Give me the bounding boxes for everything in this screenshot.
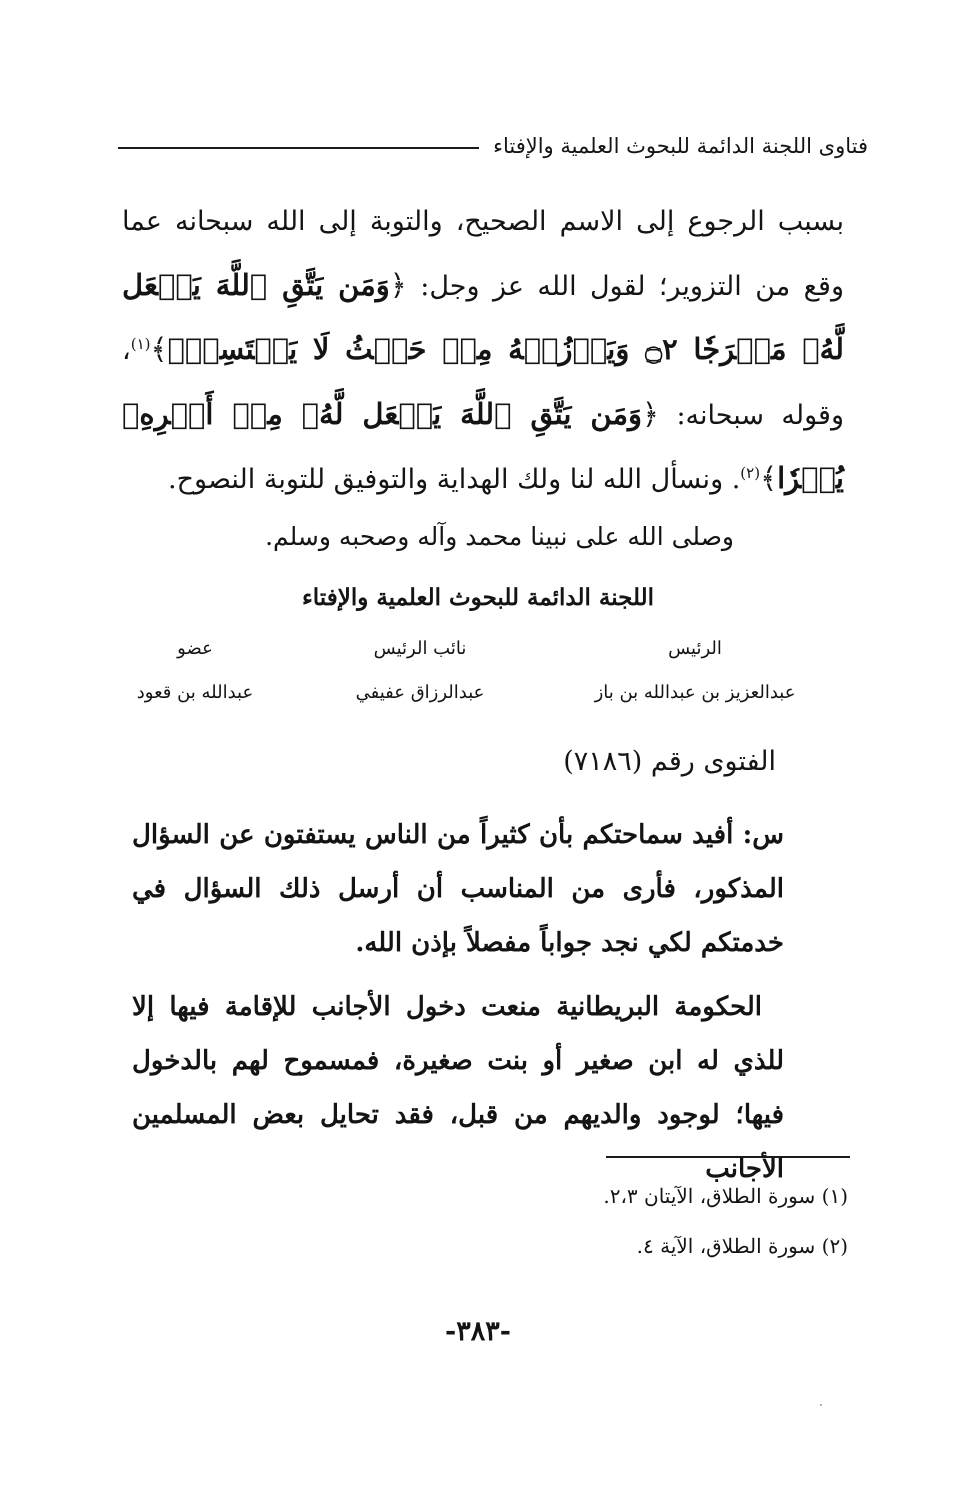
footnote-ref-2: (٢) bbox=[740, 464, 761, 482]
footnote-ref-1: (١) bbox=[130, 335, 151, 353]
vice-president-name: عبدالرزاق عفيفي bbox=[355, 682, 485, 703]
header-rule bbox=[118, 147, 479, 149]
running-title: فتاوى اللجنة الدائمة للبحوث العلمية والإفتاء bbox=[493, 134, 868, 158]
quran-verse-text-1: وَمَن يَتَّقِ ٱللَّهَ يَجۡعَل لَّهُۥ مَخۡرَجٗا ۝٢ وَيَرۡزُقۡهُ مِنۡ حَيۡثُ لَا يَحۡتَسِبُۚ bbox=[122, 267, 845, 366]
quote-open-bracket: ﴿ bbox=[642, 396, 660, 431]
answer-text-b: ، وقوله سبحانه: bbox=[122, 335, 844, 431]
quote-open-bracket: ﴿ bbox=[389, 267, 407, 302]
role-member: عضو bbox=[177, 638, 213, 659]
running-header bbox=[118, 126, 868, 166]
answer-paragraph bbox=[122, 190, 844, 512]
question-paragraph-2 bbox=[132, 980, 784, 1196]
answer-text-a: بسبب الرجوع إلى الاسم الصحيح، والتوبة إلى الله سبحانه عما وقع من التزوير؛ لقول الله عز وجل: bbox=[122, 206, 844, 302]
page-number: -٣٨٣- bbox=[445, 1316, 511, 1347]
scan-speck bbox=[820, 1404, 822, 1406]
signatory-roles bbox=[120, 638, 820, 659]
signatory-names bbox=[120, 682, 820, 703]
president-name: عبدالعزيز بن عبدالله بن باز bbox=[594, 682, 796, 703]
quran-verse-text-2: وَمَن يَتَّقِ ٱللَّهَ يَجۡعَل لَّهُۥ مِنۡ أَمۡرِهِۦ يُسۡرٗا bbox=[122, 396, 844, 495]
footnote-1: (١) سورة الطلاق، الآيتان ٢،٣. bbox=[603, 1184, 848, 1208]
member-name: عبدالله بن قعود bbox=[136, 682, 254, 703]
footnote-2: (٢) سورة الطلاق، الآية ٤. bbox=[636, 1234, 848, 1258]
question-paragraph-2-text: الحكومة البريطانية منعت دخول الأجانب للإقامة فيها إلا للذي له ابن صغير أو بنت صغيرة، فمسموح لهم بالدخول فيها؛ لوجود والديهم من قبل، فقد تحايل بعض المسلمين الأجانب bbox=[132, 992, 784, 1184]
role-vice-president: نائب الرئيس bbox=[373, 638, 467, 659]
answer-text-c: . ونسأل الله لنا ولك الهداية والتوفيق للتوبة النصوح. bbox=[168, 464, 741, 495]
question-paragraph-1: س: أفيد سماحتكم بأن كثيراً من الناس يستفتون عن السؤال المذكور، فأرى من المناسب أن أرسل ذلك السؤال في خدمتكم لكي نجد جواباً مفصلاً بإذن الله. bbox=[132, 820, 784, 958]
quote-close-bracket: ﴾ bbox=[150, 332, 168, 366]
role-president: الرئيس bbox=[668, 638, 722, 659]
footnote-rule bbox=[606, 1156, 850, 1158]
fatwa-number: الفتوى رقم (٧١٨٦) bbox=[563, 746, 776, 777]
committee-name: اللجنة الدائمة للبحوث العلمية والإفتاء bbox=[301, 584, 655, 611]
closing-salutation: وصلى الله على نبينا محمد وآله وصحبه وسلم. bbox=[265, 522, 734, 551]
quote-close-bracket: ﴾ bbox=[760, 461, 778, 495]
